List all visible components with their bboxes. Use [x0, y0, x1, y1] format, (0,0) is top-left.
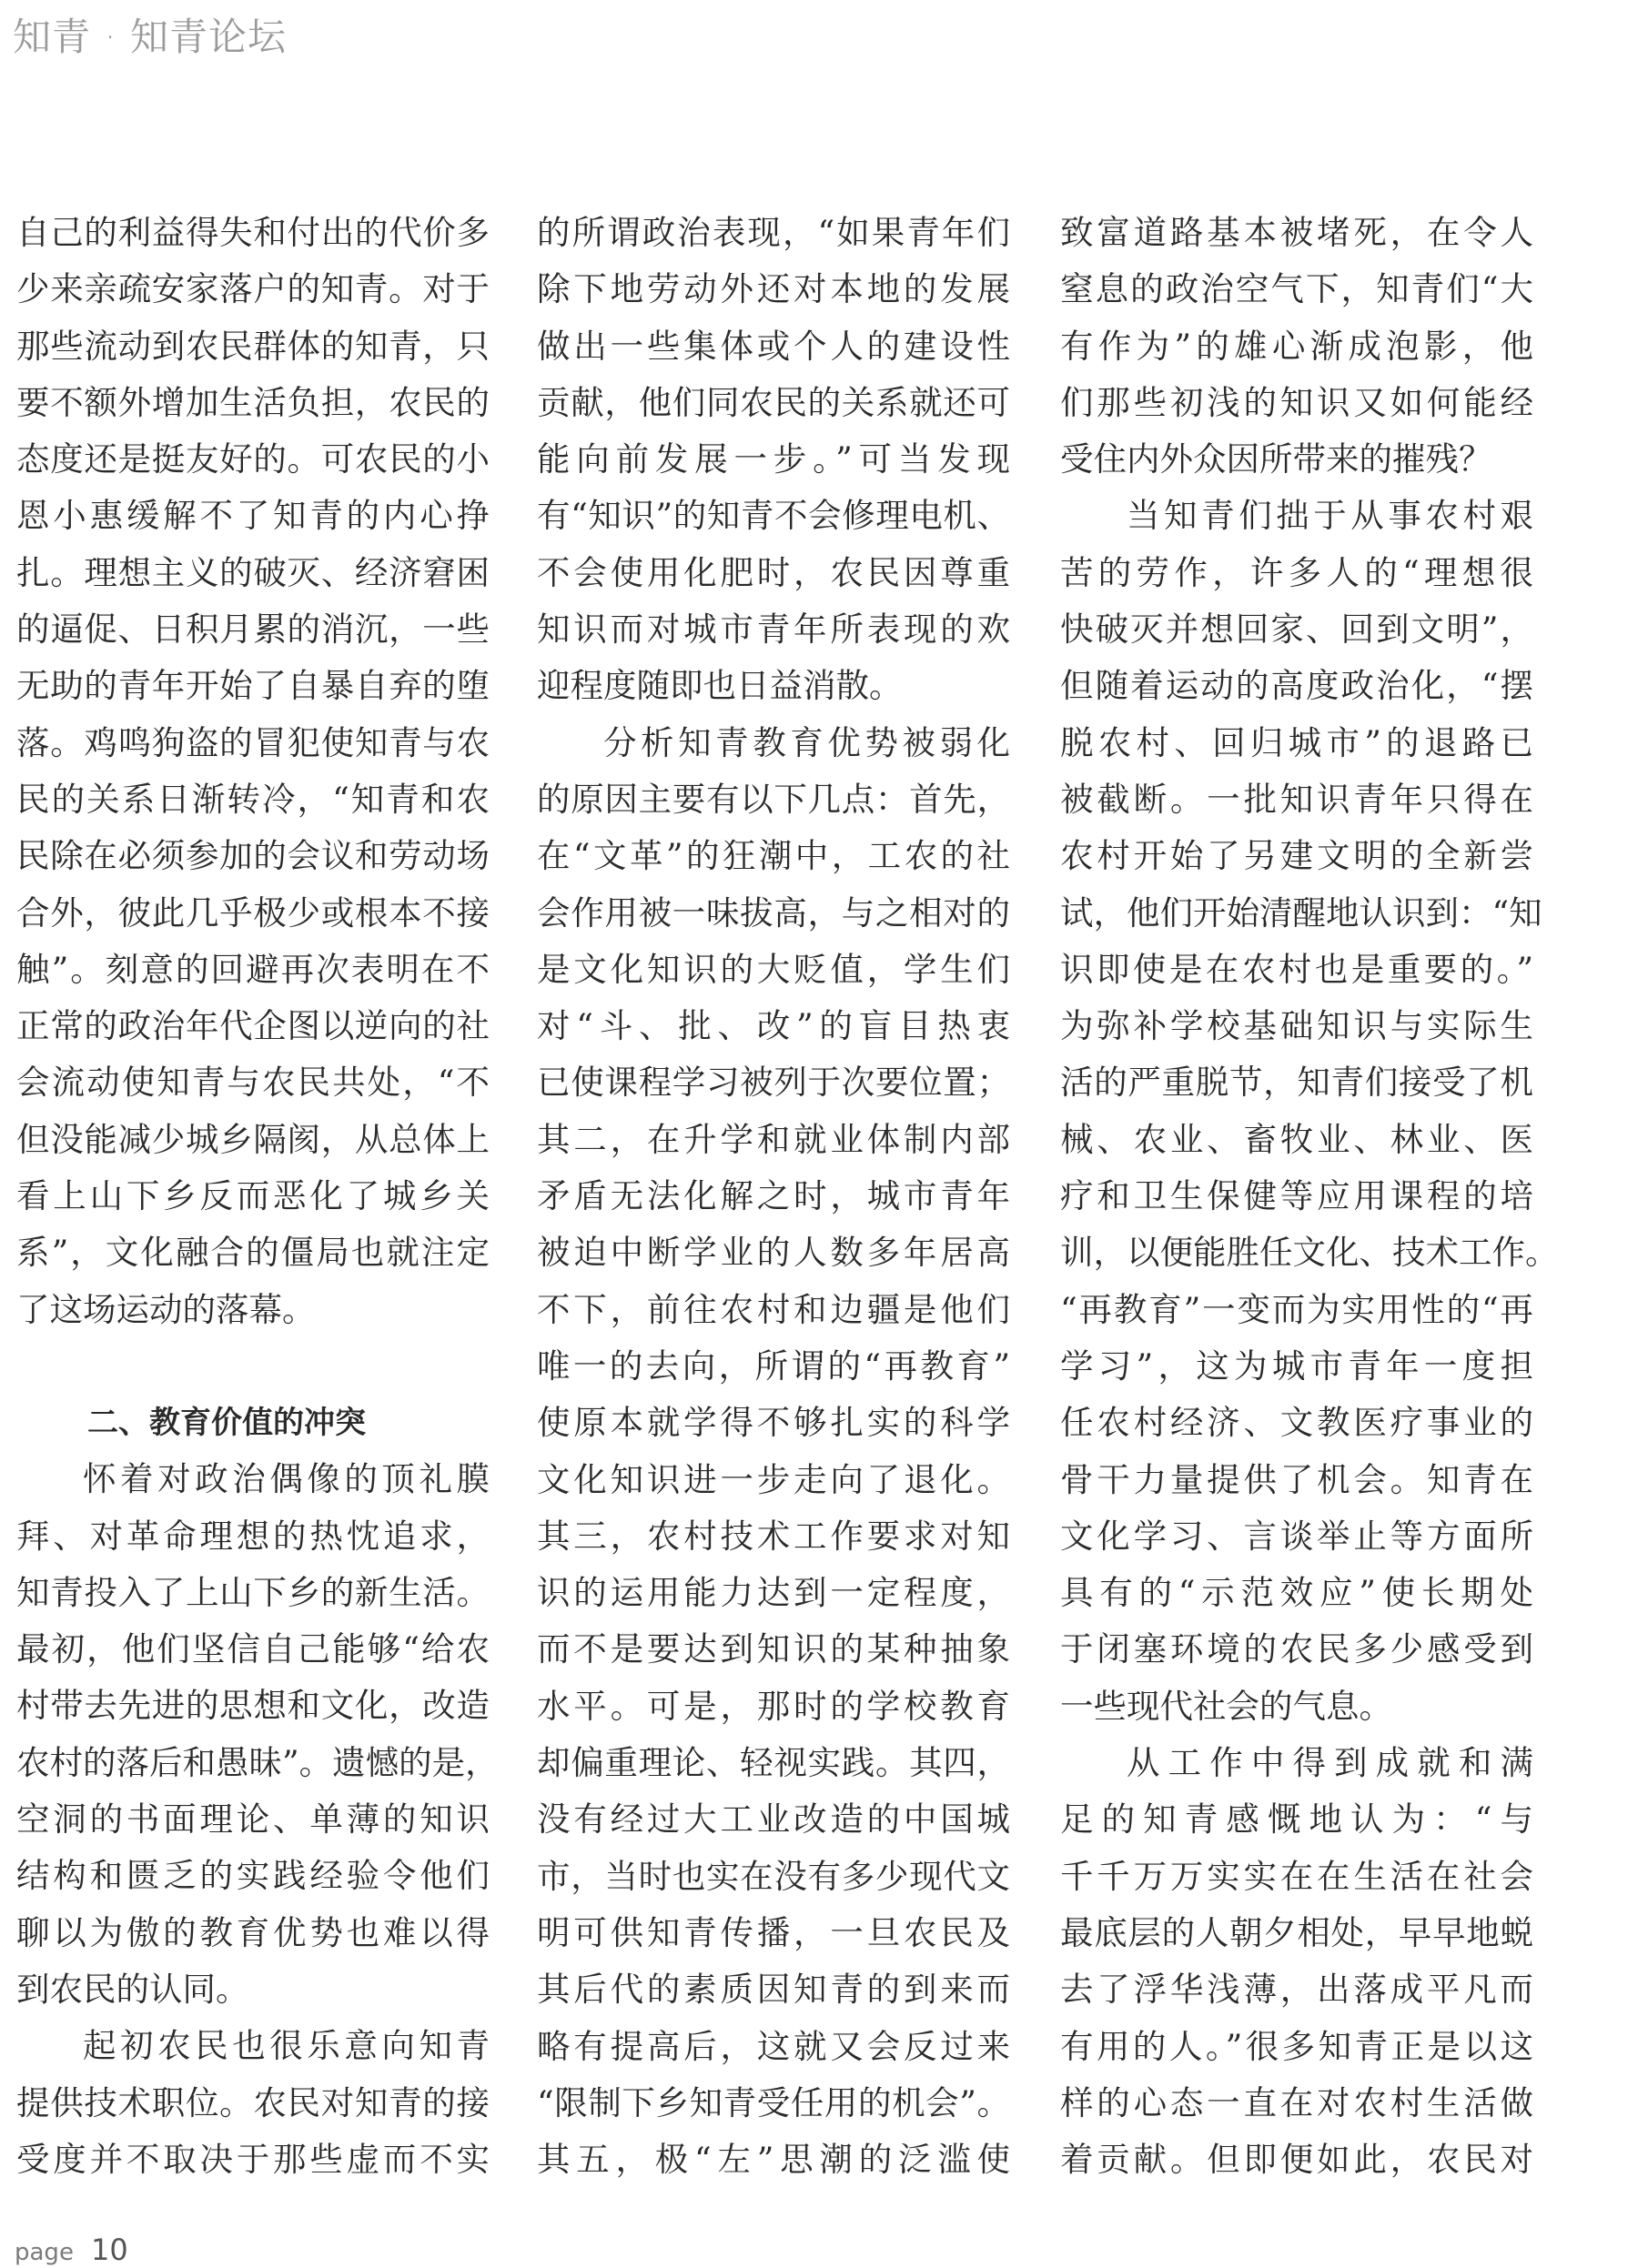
text-line: 民除在必须参加的会议和劳动场: [16, 836, 490, 876]
text-line: 使原本就学得不够扎实的科学: [537, 1403, 1010, 1443]
text-line: 最初，他们坚信自己能够“给农: [16, 1629, 490, 1669]
text-line: 村带去先进的思想和文化，改造: [16, 1686, 490, 1726]
page-number: 10: [91, 2233, 128, 2267]
text-line: 而不是要达到知识的某种抽象: [537, 1629, 1010, 1669]
text-line: 械、农业、畜牧业、林业、医: [1060, 1119, 1533, 1159]
text-line: 分析知青教育优势被弱化: [603, 722, 1010, 762]
text-line: 水平。可是，那时的学校教育: [537, 1686, 1010, 1726]
text-line: 空洞的书面理论、单薄的知识: [16, 1799, 490, 1840]
text-line: 了这场运动的落幕。: [16, 1289, 316, 1329]
text-line: 迎程度随即也日益消散。: [537, 666, 903, 706]
text-line: 为弥补学校基础知识与实际生: [1060, 1006, 1533, 1046]
text-line: 于闭塞环境的农民多少感受到: [1060, 1629, 1533, 1669]
text-line: 要不额外增加生活负担，农民的: [16, 382, 490, 422]
text-line: 除下地劳动外还对本地的发展: [537, 269, 1010, 309]
text-line: 但随着运动的高度政治化，“摆: [1060, 666, 1533, 706]
text-line: 识即使是在农村也是重要的。”: [1060, 949, 1533, 989]
text-line: 识的运用能力达到一定程度，: [537, 1573, 1010, 1613]
text-line: 是文化知识的大贬值，学生们: [537, 949, 1010, 989]
text-line: 任农村经济、文教医疗事业的: [1060, 1403, 1533, 1443]
text-line: 从工作中得到成就和满: [1127, 1743, 1533, 1783]
text-line: 态度还是挺友好的。可农民的小: [16, 439, 490, 479]
text-line: 受度并不取决于那些虚而不实: [16, 2139, 490, 2179]
text-line: 没有经过大工业改造的中国城: [537, 1799, 1010, 1840]
text-line: 不会使用化肥时，农民因尊重: [537, 552, 1010, 592]
text-line: 的所谓政治表现，“如果青年们: [537, 213, 1010, 252]
text-line: 落。鸡鸣狗盗的冒犯使知青与农: [16, 722, 490, 762]
text-line: 自己的利益得失和付出的代价多: [16, 213, 490, 252]
text-line: 在“文革”的狂潮中，工农的社: [537, 836, 1010, 876]
text-line: 不下，前往农村和边疆是他们: [537, 1289, 1010, 1329]
section-heading: 二、教育价值的冲突: [87, 1404, 366, 1441]
text-line: 足的知青感慨地认为：“与: [1060, 1799, 1533, 1840]
text-line: 致富道路基本被堵死，在令人: [1060, 213, 1533, 252]
text-line: 窒息的政治空气下，知青们“大: [1060, 269, 1533, 309]
text-line: 其三，农村技术工作要求对知: [537, 1516, 1010, 1556]
running-header: 知青 · 知青论坛: [13, 15, 288, 59]
text-line: 已使课程学习被列于次要位置；: [537, 1063, 1010, 1103]
text-line: 一些现代社会的气息。: [1060, 1686, 1392, 1726]
text-column-2: [537, 205, 1010, 2188]
text-line: “限制下乡知青受任用的机会”。: [537, 2082, 1010, 2122]
text-line: 怀着对政治偶像的顶礼膜: [83, 1459, 490, 1499]
text-line: 贡献，他们同农民的关系就还可: [537, 382, 1010, 422]
text-line: 的逼促、日积月累的消沉，一些: [16, 610, 490, 650]
text-line: 会作用被一味拔高，与之相对的: [537, 892, 1010, 932]
text-line: 聊以为傲的教育优势也难以得: [16, 1912, 490, 1952]
text-line: 触”。刻意的回避再次表明在不: [16, 949, 490, 989]
text-line: 看上山下乡反而恶化了城乡关: [16, 1176, 490, 1216]
text-line: 合外，彼此几乎极少或根本不接: [16, 892, 490, 932]
text-line: 矛盾无法化解之时，城市青年: [537, 1176, 1010, 1216]
text-line: 少来亲疏安家落户的知青。对于: [16, 269, 490, 309]
text-line: 样的心态一直在对农村生活做: [1060, 2082, 1533, 2122]
text-line: 试，他们开始清醒地认识到：“知: [1060, 892, 1542, 932]
text-line: 其五，极“左”思潮的泛滥使: [537, 2140, 1010, 2180]
text-line: 其二，在升学和就业体制内部: [537, 1119, 1010, 1159]
text-line: 拜、对革命理想的热忱追求，: [16, 1516, 490, 1556]
text-line: 文化知识进一步走向了退化。: [537, 1459, 1010, 1499]
text-line: 扎。理想主义的破灭、经济窘困: [16, 552, 490, 592]
text-line: 却偏重理论、轻视实践。其四，: [537, 1743, 1010, 1783]
text-line: 唯一的去向，所谓的“再教育”: [537, 1346, 1010, 1386]
text-line: 疗和卫生保健等应用课程的培: [1060, 1176, 1533, 1216]
text-line: 骨干力量提供了机会。知青在: [1060, 1459, 1533, 1499]
text-line: 但没能减少城乡隔阂，从总体上: [16, 1119, 490, 1159]
text-line: 知识而对城市青年所表现的欢: [537, 610, 1010, 650]
text-line: 苦的劳作，许多人的“理想很: [1060, 552, 1533, 592]
text-line: 们那些初浅的知识又如何能经: [1060, 382, 1533, 422]
text-line: 有用的人。”很多知青正是以这: [1060, 2026, 1533, 2066]
text-line: 去了浮华浅薄，出落成平凡而: [1060, 1970, 1533, 2010]
text-line: 最底层的人朝夕相处，早早地蜕: [1060, 1912, 1533, 1952]
text-line: 那些流动到农民群体的知青，只: [16, 326, 490, 366]
text-line: 无助的青年开始了自暴自弃的堕: [16, 666, 490, 706]
text-line: 知青投入了上山下乡的新生活。: [16, 1572, 490, 1612]
text-line: 文化学习、言谈举止等方面所: [1060, 1516, 1533, 1556]
text-line: 提供技术职位。农民对知青的接: [16, 2082, 490, 2122]
text-line: 略有提高后，这就又会反过来: [537, 2026, 1010, 2066]
text-line: 受住内外众因所带来的摧残？: [1060, 439, 1492, 479]
text-line: 当知青们拙于从事农村艰: [1127, 496, 1533, 536]
text-line: 对“斗、批、改”的盲目热衷: [537, 1006, 1010, 1046]
text-line: 恩小惠缓解不了知青的内心挣: [16, 496, 490, 536]
text-line: 做出一些集体或个人的建设性: [537, 326, 1010, 366]
text-line: 起初农民也很乐意向知青: [83, 2026, 490, 2066]
text-line: 正常的政治年代企图以逆向的社: [16, 1006, 490, 1046]
text-line: 明可供知青传播，一旦农民及: [537, 1912, 1010, 1952]
text-line: 到农民的认同。: [16, 1969, 249, 2009]
text-line: 被迫中断学业的人数多年居高: [537, 1233, 1010, 1273]
text-line: 快破灭并想回家、回到文明”，: [1060, 610, 1533, 650]
text-line: 民的关系日渐转冷，“知青和农: [16, 779, 490, 819]
text-column-1: [16, 205, 499, 2188]
text-line: 系”，文化融合的僵局也就注定: [16, 1233, 490, 1273]
text-line: 具有的“示范效应”使长期处: [1060, 1573, 1533, 1613]
page-footer: [15, 2233, 128, 2267]
page-label: page: [15, 2239, 74, 2266]
text-line: 农村的落后和愚昧”。遗憾的是，: [16, 1742, 499, 1782]
text-line: 着贡献。但即便如此，农民对: [1060, 2140, 1533, 2180]
text-line: “再教育”一变而为实用性的“再: [1060, 1289, 1533, 1329]
text-line: 其后代的素质因知青的到来而: [537, 1970, 1010, 2010]
text-line: 学习”，这为城市青年一度担: [1060, 1346, 1533, 1386]
text-line: 农村开始了另建文明的全新尝: [1060, 836, 1533, 876]
text-column-3: [1060, 205, 1559, 2188]
text-line: 有“知识”的知青不会修理电机、: [537, 496, 1010, 536]
text-line: 活的严重脱节，知青们接受了机: [1060, 1063, 1533, 1103]
text-line: 的原因主要有以下几点：首先，: [537, 779, 1010, 819]
text-line: 脱农村、回归城市”的退路已: [1060, 722, 1533, 762]
text-line: 训，以便能胜任文化、技术工作。: [1060, 1233, 1559, 1273]
text-line: 能向前发展一步。”可当发现: [537, 439, 1010, 479]
text-line: 结构和匮乏的实践经验令他们: [16, 1856, 490, 1896]
text-line: 千千万万实实在在生活在社会: [1060, 1856, 1533, 1896]
text-line: 会流动使知青与农民共处，“不: [16, 1063, 490, 1103]
text-line: 市，当时也实在没有多少现代文: [537, 1856, 1010, 1896]
text-line: 有作为”的雄心渐成泡影，他: [1060, 326, 1533, 366]
text-line: 被截断。一批知识青年只得在: [1060, 779, 1533, 819]
